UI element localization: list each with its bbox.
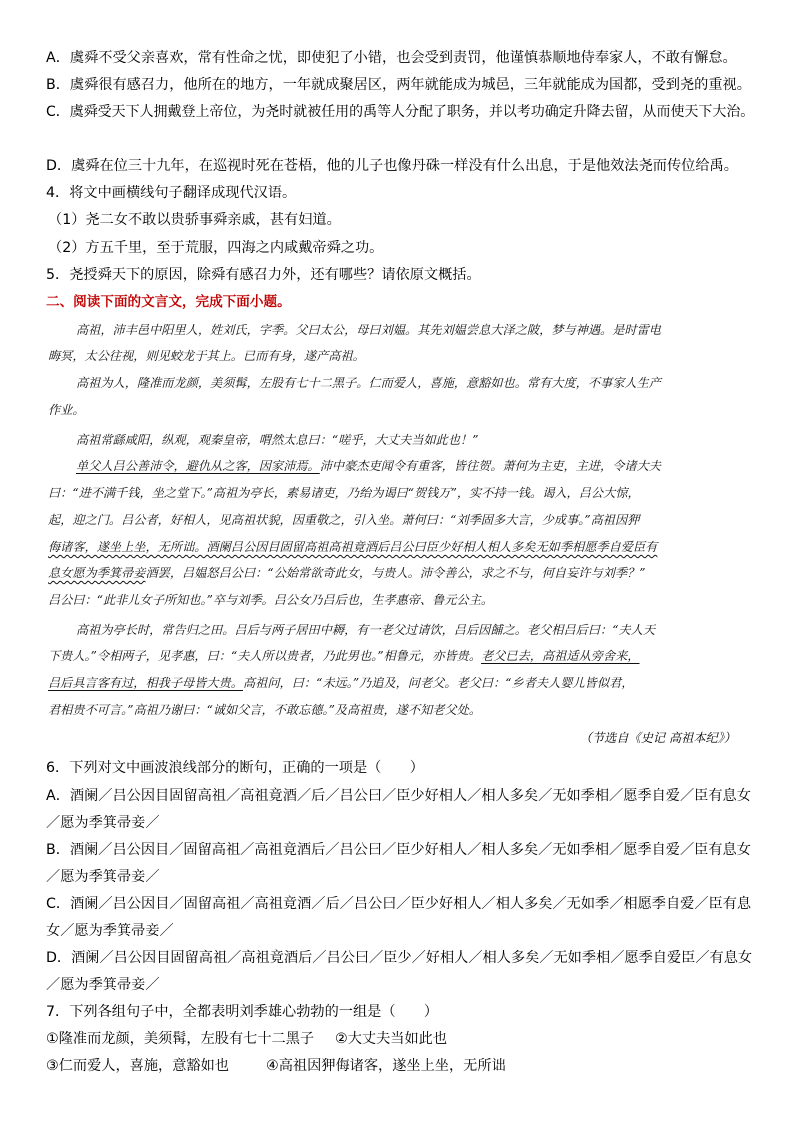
passage-line: 君相贵不可言。”高祖乃谢曰：“诚如父言，不敢忘德。”及高祖贵，遂不知老父处。 xyxy=(48,703,482,717)
choice-3: ③仁而爱人，喜施，意豁如也 xyxy=(46,1058,229,1074)
choice-4: ④高祖因狎侮诸客，遂坐上坐，无所诎 xyxy=(266,1058,506,1074)
wavy-underlined-segment: 息女愿为季箕帚妾 xyxy=(48,566,146,580)
choice-2: ②大丈夫当如此也 xyxy=(335,1031,448,1047)
option-d-continued: ／愿为季箕帚妾／ xyxy=(46,977,160,993)
question-5-stem: 5．尧授舜天下的原因，除舜有感召力外，还有哪些？请依原文概括。 xyxy=(46,267,481,283)
passage-line: 曰：“进不满千钱，坐之堂下。”高祖为亭长，素易诸吏，乃绐为谒曰“贺钱万”，实不持一钱。谒入，吕公大惊， xyxy=(48,486,640,500)
option-a-continued: ／愿为季箕帚妾／ xyxy=(46,815,160,831)
passage-source: （节选自《史记 高祖本纪》） xyxy=(579,731,736,745)
passage-line: 高祖常繇咸阳，纵观，观秦皇帝，喟然太息曰：“嗟乎，大丈夫当如此也！” xyxy=(76,433,479,447)
passage-line: 吕公曰：“此非儿女子所知也。”卒与刘季。吕公女乃吕后也，生孝惠帝、鲁元公主。 xyxy=(48,593,494,607)
underlined-sentence: 单父人吕公善沛令，避仇从之客，因家沛焉。 xyxy=(76,459,320,473)
section-2-title: 二、阅读下面的文言文，完成下面小题。 xyxy=(46,294,291,310)
underlined-sentence: 吕后具言客有过，相我子母皆大贵。 xyxy=(48,676,243,690)
option-c: C．虞舜受天下人拥戴登上帝位，为尧时就被任用的禹等人分配了职务，并以考功确定升降去留，从而使天下大治。 xyxy=(46,104,755,120)
choice-1: ①隆准而龙颜，美须髯，左股有七十二黑子 xyxy=(46,1031,315,1047)
option-c-continued: 女／愿为季箕帚妾／ xyxy=(46,923,174,939)
question-4-stem: 4．将文中画横线句子翻译成现代汉语。 xyxy=(46,185,297,201)
passage-line xyxy=(48,563,645,583)
passage-text: 酒罢，吕媪怒吕公曰：“公始常欲奇此女，与贵人。沛令善公，求之不与，何自妄许与刘季？” xyxy=(145,566,646,580)
question-4-sentence-1: （1）尧二女不敢以贵骄事舜亲戚，甚有妇道。 xyxy=(48,212,341,228)
option-a: A．酒阑／吕公因目固留高祖／高祖竟酒／后／吕公曰／臣少好相人／相人多矣／无如季相／愿季自爱／臣有息女 xyxy=(46,788,751,804)
passage-line xyxy=(48,673,633,693)
option-a: A．虞舜不受父亲喜欢，常有性命之忧，即使犯了小错，也会受到责罚，他谨慎恭顺地侍奉家人，不敢有懈怠。 xyxy=(46,50,737,66)
underlined-sentence: 老父已去，高祖适从旁舍来， xyxy=(481,649,640,663)
passage-line xyxy=(76,456,661,476)
option-c: C．酒阑／吕公因目／固留高祖／高祖竟酒／后／吕公曰／臣少好相人／相人多矣／无如季／相愿季自爱／臣有息 xyxy=(46,896,752,912)
passage-line: 晦冥，太公往视，则见蛟龙于其上。已而有身，遂产高祖。 xyxy=(48,349,365,363)
question-7-stem: 7．下列各组句子中，全都表明刘季雄心勃勃的一组是（ ） xyxy=(46,1004,439,1020)
passage-line: 起，迎之门。吕公者，好相人，见高祖状貌，因重敬之，引入坐。萧何曰：“刘季固多大言，少成事。”高祖因狎 xyxy=(48,513,640,527)
passage-line: 高祖为人，隆准而龙颜，美须髯，左股有七十二黑子。仁而爱人，喜施，意豁如也。常有大度，不事家人生产 xyxy=(76,376,661,390)
passage-line: 高祖为亭长时，常告归之田。吕后与两子居田中耨，有一老父过请饮，吕后因餔之。老父相吕后曰：“夫人天 xyxy=(76,623,656,637)
passage-text: 沛中豪杰吏闻令有重客，皆往贺。萧何为主吏，主进，令诸大夫 xyxy=(319,459,661,473)
question-6-stem: 6．下列对文中画波浪线部分的断句，正确的一项是（ ） xyxy=(46,760,424,776)
passage-line xyxy=(48,646,640,666)
option-d: D．虞舜在位三十九年，在巡视时死在苍梧，他的儿子也像丹硃一样没有什么出息，于是他效法尧而传位给禹。 xyxy=(46,158,738,174)
passage-line: 高祖，沛丰邑中阳里人，姓刘氏，字季。父曰太公，母曰刘媪。其先刘媪尝息大泽之陂，梦与神遇。是时雷电 xyxy=(76,323,661,337)
question-4-sentence-2: （2）方五千里，至于荒服，四海之内咸戴帝舜之功。 xyxy=(48,240,384,256)
wavy-underlined-line: 侮诸客，遂坐上坐，无所诎。酒阑吕公因目固留高祖高祖竟酒后吕公曰臣少好相人相人多矣无如季相愿季自爱臣有 xyxy=(48,540,658,554)
option-b: B．酒阑／吕公因目／固留高祖／高祖竟酒后／吕公曰／臣少好相人／相人多矣／无如季相／愿季自爱／臣有息女 xyxy=(46,842,751,858)
option-b: B．虞舜很有感召力，他所在的地方，一年就成聚居区，两年就能成为城邑，三年就能成为国都，受到尧的重视。 xyxy=(46,77,751,93)
passage-line: 作业。 xyxy=(48,403,85,417)
option-b-continued: ／愿为季箕帚妾／ xyxy=(46,869,160,885)
option-d: D．酒阑／吕公因目固留高祖／高祖竟酒后／吕公曰／臣少／好相人／相人多矣／无如季相／愿季自爱臣／有息女 xyxy=(46,950,753,966)
passage-text: 下贵人。”令相两子，见孝惠，曰：“夫人所以贵者，乃此男也。”相鲁元，亦皆贵。 xyxy=(48,649,482,663)
passage-text: 高祖问，曰：“未远。”乃追及，问老父。老父曰：“乡者夫人婴儿皆似君， xyxy=(243,676,634,690)
